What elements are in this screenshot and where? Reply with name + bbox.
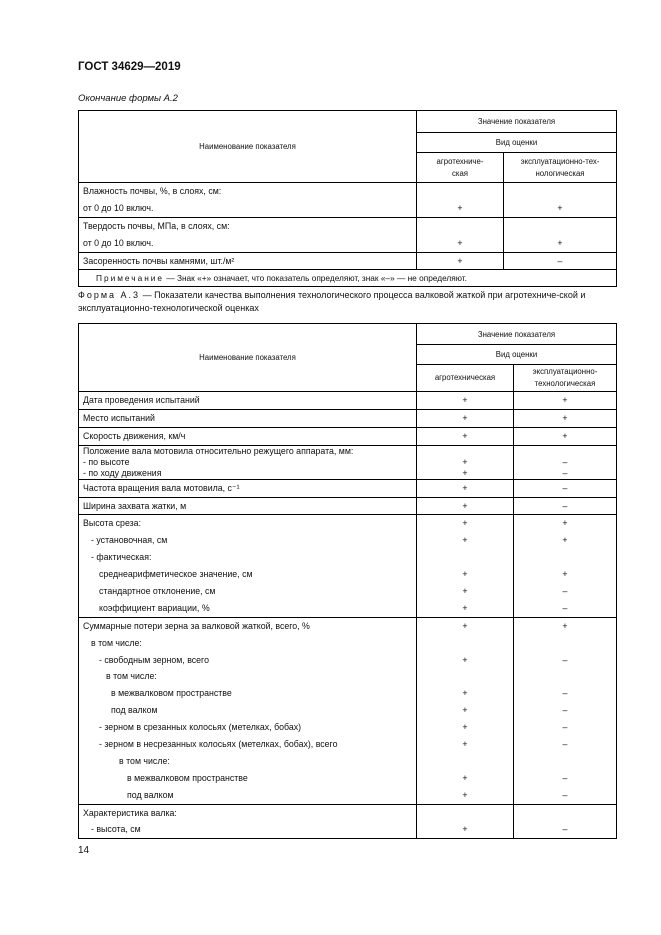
mark-expl: +: [557, 202, 563, 213]
row-agro-cell: [417, 252, 504, 270]
row-label: Ширина захвата жатки, м: [83, 500, 187, 511]
mark-agro: +: [462, 535, 468, 546]
row-name: [79, 515, 417, 617]
mark-agro: [417, 183, 503, 200]
row-label: Частота вращения вала мотовила, с⁻¹: [83, 482, 240, 493]
mark-agro: +: [462, 824, 468, 835]
mark-expl: –: [562, 602, 568, 613]
mark-agro: +: [462, 789, 468, 800]
mark-agro: +: [457, 237, 463, 248]
mark-agro: +: [462, 654, 468, 665]
row-name: [79, 804, 417, 839]
row-agro-cell: [417, 515, 514, 617]
mark-agro: +: [457, 255, 463, 266]
row-expl-cell: [514, 617, 617, 804]
row-label: Суммарные потери зерна за валковой жаткой, всего, %: [83, 620, 310, 631]
table-row: [79, 252, 617, 270]
row-label: Высота среза:: [83, 518, 142, 529]
mark-expl: –: [562, 467, 568, 478]
mark-expl: [504, 183, 616, 200]
row-label: в межвалковом пространстве: [127, 772, 248, 783]
row-label: Характеристика валка:: [83, 807, 177, 818]
header-kind: Вид оценки: [417, 133, 617, 153]
header-value: Значение показателя: [417, 111, 617, 133]
form-label: Форма А.3: [78, 290, 141, 300]
row-expl-cell: [514, 497, 617, 515]
mark-expl: –: [562, 456, 568, 467]
mark-expl: +: [562, 535, 568, 546]
mark-agro: +: [462, 482, 468, 493]
mark-expl: [514, 635, 616, 652]
row-label: Скорость движения, км/ч: [83, 430, 186, 441]
mark-agro: [417, 549, 513, 566]
mark-expl: –: [562, 722, 568, 733]
mark-agro: +: [462, 500, 468, 511]
row-label: стандартное отклонение, см: [99, 586, 216, 597]
row-agro-cell: [417, 427, 514, 445]
mark-expl: –: [562, 654, 568, 665]
row-agro-cell: [417, 217, 504, 252]
mark-agro: +: [462, 456, 468, 467]
row-name: [79, 497, 417, 515]
header-row: [79, 111, 617, 133]
table1: [78, 110, 617, 287]
table-row: [79, 445, 617, 479]
mark-expl: [504, 218, 616, 235]
header-expl: эксплуатационно-тех- нологическая: [504, 153, 617, 183]
mark-agro: [417, 218, 503, 235]
row-label: от 0 до 10 включ.: [83, 237, 154, 248]
mark-expl: –: [562, 772, 568, 783]
mark-expl: [514, 753, 616, 770]
row-label: - зерном в срезанных колосьях (метелках, бобах): [99, 722, 302, 733]
header-name: Наименование показателя: [79, 324, 417, 392]
row-agro-cell: [417, 183, 504, 218]
mark-expl: –: [557, 255, 563, 266]
table1-note: [79, 270, 617, 287]
row-label: - высота, см: [91, 824, 141, 835]
row-agro-cell: [417, 617, 514, 804]
mark-expl: –: [562, 688, 568, 699]
row-name: [79, 183, 417, 218]
row-label: от 0 до 10 включ.: [83, 202, 154, 213]
mark-agro: +: [462, 722, 468, 733]
mark-expl: +: [562, 518, 568, 529]
note-row: [79, 270, 617, 287]
row-expl-cell: [504, 252, 617, 270]
mark-expl: –: [562, 739, 568, 750]
mark-agro: [417, 805, 513, 822]
row-label: - установочная, см: [91, 535, 168, 546]
mark-expl: [514, 549, 616, 566]
row-label: под валком: [111, 705, 158, 716]
row-label: под валком: [127, 789, 174, 800]
mark-agro: +: [462, 586, 468, 597]
table1-caption: Окончание формы А.2: [78, 93, 178, 104]
table2-caption: [78, 289, 618, 315]
row-name: [79, 479, 417, 497]
mark-expl: +: [557, 237, 563, 248]
row-label: в том числе:: [119, 755, 170, 766]
row-label: Влажность почвы, %, в слоях, см:: [83, 186, 222, 196]
mark-agro: +: [462, 412, 468, 423]
mark-expl: [514, 668, 616, 685]
row-name: [79, 617, 417, 804]
mark-expl: +: [562, 430, 568, 441]
row-agro-cell: [417, 497, 514, 515]
mark-agro: +: [462, 705, 468, 716]
mark-expl: –: [562, 500, 568, 511]
mark-agro: +: [462, 430, 468, 441]
mark-expl: +: [562, 569, 568, 580]
mark-agro: +: [462, 395, 468, 405]
row-name: [79, 252, 417, 270]
mark-agro: +: [457, 202, 463, 213]
header-value: Значение показателя: [417, 324, 617, 345]
mark-expl: +: [562, 620, 568, 631]
mark-expl: +: [562, 412, 568, 423]
page-number: 14: [78, 845, 90, 856]
table2: [78, 323, 617, 839]
row-expl-cell: [504, 183, 617, 218]
row-name: [79, 427, 417, 445]
table-row: [79, 479, 617, 497]
row-name: [79, 217, 417, 252]
row-label: Место испытаний: [83, 412, 155, 423]
mark-agro: +: [462, 467, 468, 478]
form-title: — Показатели качества выполнения технологического процесса валковой жаткой при агротехниче-ской и эксплуатационно-технологической оценках: [78, 290, 586, 313]
row-name: [79, 392, 417, 410]
table-row: [79, 409, 617, 427]
note-text: — Знак «+» означает, что показатель определяют, знак «–» — не определяют.: [164, 273, 467, 284]
mark-agro: +: [462, 602, 468, 613]
row-label: коэффициент вариации, %: [99, 602, 210, 613]
row-label: Твердость почвы, МПа, в слоях, см:: [83, 220, 230, 231]
header-row: [79, 324, 617, 345]
table-row: [79, 497, 617, 515]
mark-expl: [514, 805, 616, 822]
row-expl-cell: [514, 479, 617, 497]
mark-expl: –: [562, 789, 568, 800]
mark-agro: +: [462, 772, 468, 783]
table-row: [79, 515, 617, 617]
mark-agro: [417, 753, 513, 770]
row-label: в том числе:: [91, 637, 142, 648]
row-name: [79, 409, 417, 427]
row-label: - свободным зерном, всего: [99, 654, 209, 665]
row-expl-cell: [514, 445, 617, 479]
row-expl-cell: [514, 427, 617, 445]
header-name: Наименование показателя: [79, 111, 417, 183]
header-kind: Вид оценки: [417, 345, 617, 365]
row-agro-cell: [417, 445, 514, 479]
table-row: [79, 392, 617, 410]
table-row: [79, 804, 617, 839]
note-label: Примечание: [96, 273, 165, 284]
row-label: - фактическая:: [91, 552, 152, 563]
row-name: [79, 445, 417, 479]
mark-agro: +: [462, 739, 468, 750]
row-expl-cell: [514, 804, 617, 839]
header-agro: агротехниче- ская: [417, 153, 504, 183]
mark-agro: +: [462, 620, 468, 631]
row-agro-cell: [417, 479, 514, 497]
row-label: среднеарифметическое значение, см: [99, 569, 253, 580]
header-expl: эксплуатационно- технологическая: [514, 365, 617, 392]
row-label: Засоренность почвы камнями, шт./м²: [83, 255, 235, 266]
mark-agro: +: [462, 569, 468, 580]
mark-expl: –: [562, 824, 568, 835]
row-label: - по высоте: [83, 456, 130, 467]
table-row: [79, 217, 617, 252]
mark-agro: [417, 635, 513, 652]
row-label: Положение вала мотовила относительно режущего аппарата, мм:: [83, 445, 354, 456]
row-label: в том числе:: [106, 671, 157, 682]
mark-expl: –: [562, 705, 568, 716]
mark-expl: –: [562, 482, 568, 493]
mark-expl: [514, 446, 616, 457]
row-label: - по ходу движения: [83, 467, 162, 478]
row-agro-cell: [417, 409, 514, 427]
mark-expl: –: [562, 586, 568, 597]
row-expl-cell: [514, 392, 617, 410]
row-label: в межвалковом пространстве: [111, 688, 232, 699]
row-expl-cell: [504, 217, 617, 252]
row-expl-cell: [514, 409, 617, 427]
mark-agro: [417, 446, 513, 457]
table-row: [79, 427, 617, 445]
row-agro-cell: [417, 804, 514, 839]
header-agro: агротехническая: [417, 365, 514, 392]
mark-agro: +: [462, 518, 468, 529]
mark-agro: +: [462, 688, 468, 699]
mark-expl: +: [562, 395, 568, 405]
mark-agro: [417, 668, 513, 685]
table-row: [79, 183, 617, 218]
row-label: Дата проведения испытаний: [83, 395, 200, 405]
table-row: [79, 617, 617, 804]
row-expl-cell: [514, 515, 617, 617]
document-code: ГОСТ 34629—2019: [78, 61, 181, 73]
row-agro-cell: [417, 392, 514, 410]
row-label: - зерном в несрезанных колосьях (метелках, бобах), всего: [99, 739, 338, 750]
